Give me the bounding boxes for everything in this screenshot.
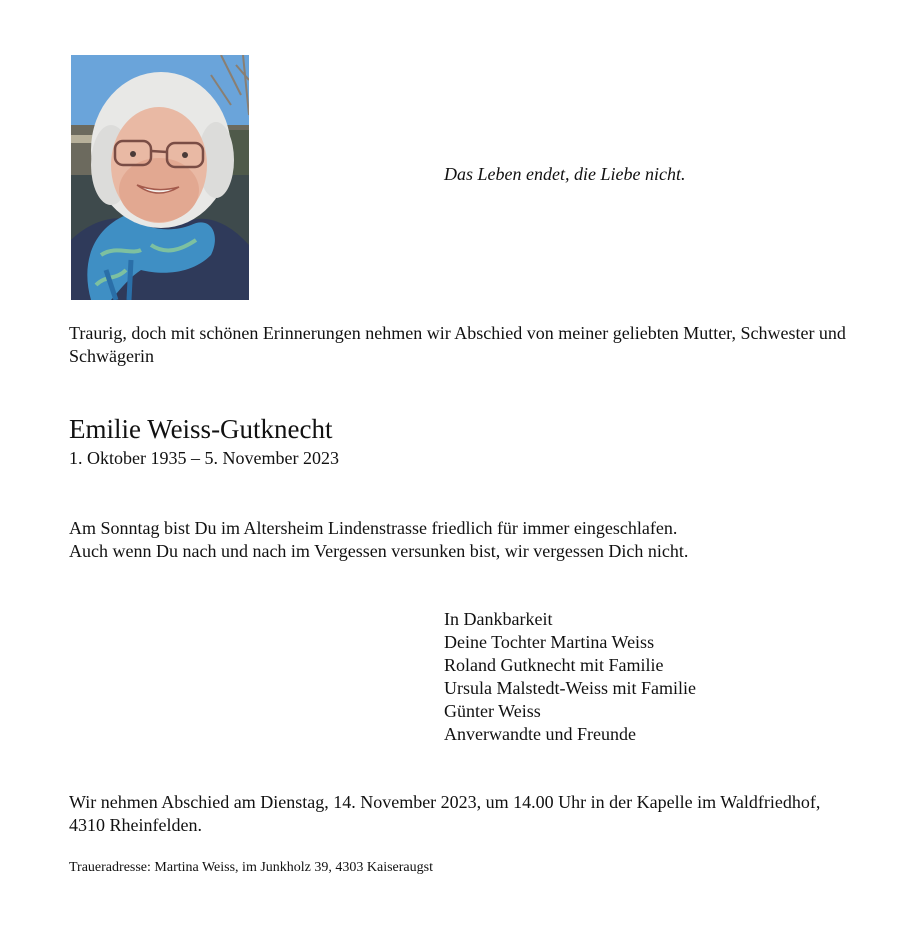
signer-line: Roland Gutknecht mit Familie	[444, 655, 664, 675]
signer-line: Deine Tochter Martina Weiss	[444, 632, 655, 652]
signer-line: Anverwandte und Freunde	[444, 724, 636, 744]
farewell-message	[69, 517, 869, 563]
portrait-photo	[71, 55, 249, 300]
intro-text: Traurig, doch mit schönen Erinnerungen nehmen wir Abschied von meiner geliebten Mutter, Schwester und Schwägerin	[69, 323, 846, 366]
service-announcement: Wir nehmen Abschied am Dienstag, 14. November 2023, um 14.00 Uhr in der Kapelle im Waldfriedhof, 4310 Rheinfelden.	[69, 792, 821, 835]
motto-quote: Das Leben endet, die Liebe nicht.	[444, 164, 686, 184]
signer-line: In Dankbarkeit	[444, 609, 553, 629]
message-line: Am Sonntag bist Du im Altersheim Lindenstrasse friedlich für immer eingeschlafen.	[69, 518, 678, 538]
signer-line: Günter Weiss	[444, 701, 541, 721]
signers-block	[444, 608, 696, 746]
deceased-name: Emilie Weiss-Gutknecht	[69, 414, 333, 444]
life-dates: 1. Oktober 1935 – 5. November 2023	[69, 448, 339, 468]
signer-line: Ursula Malstedt-Weiss mit Familie	[444, 678, 697, 698]
mourning-address: Traueradresse: Martina Weiss, im Junkholz 39, 4303 Kaiseraugst	[69, 860, 433, 875]
message-line: Auch wenn Du nach und nach im Vergessen versunken bist, wir vergessen Dich nicht.	[69, 541, 689, 561]
